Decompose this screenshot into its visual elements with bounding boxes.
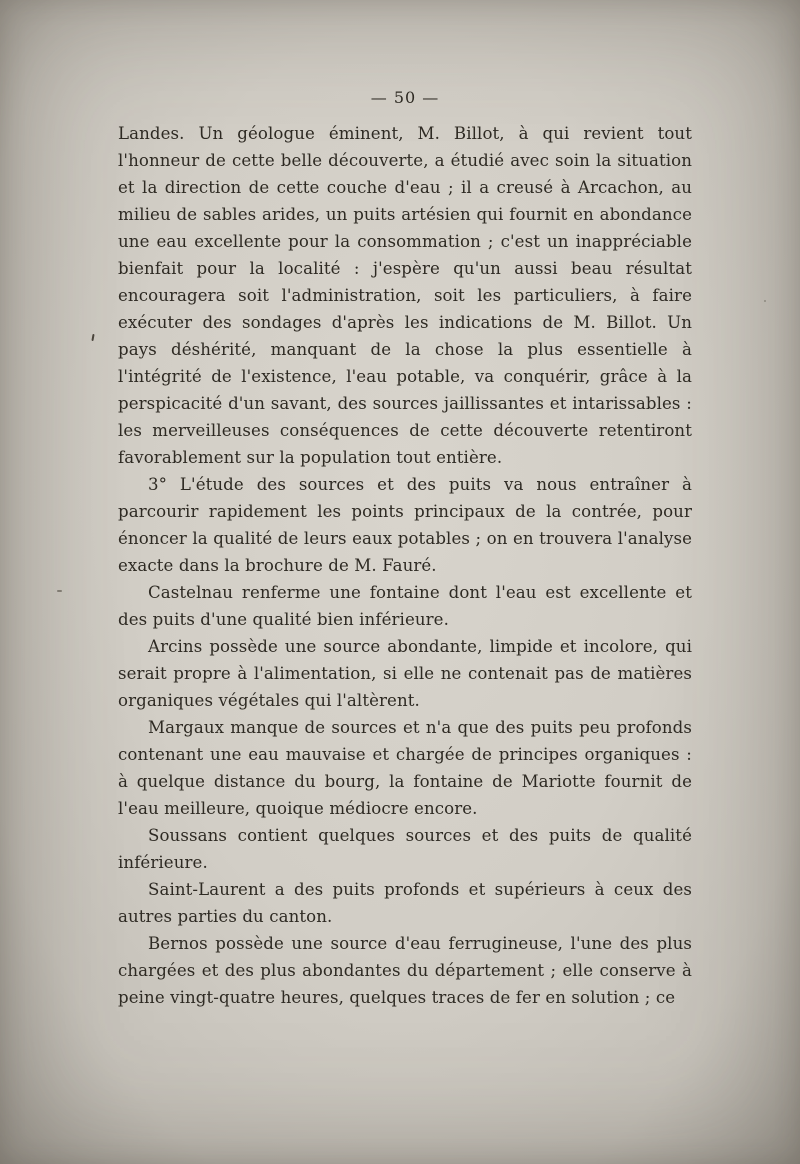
ink-speck	[57, 590, 62, 592]
paragraph-margaux: Margaux manque de sources et n'a que des puits peu profonds contenant une eau mauvaise et chargée de principes organiques : à quelque distance du bourg, la fontaine de Mariotte fournit de l'eau meilleure, quoique médiocre encore.	[118, 718, 692, 818]
page-number: — 50 —	[370, 88, 440, 107]
paragraph-saint-laurent: Saint-Laurent a des puits profonds et supérieurs à ceux des autres parties du canton.	[118, 880, 692, 926]
text-block	[118, 120, 692, 1011]
ink-speck	[91, 334, 94, 341]
paragraph-soussans: Soussans contient quelques sources et des puits de qualité inférieure.	[118, 826, 692, 872]
paragraph-landes: Landes. Un géologue éminent, M. Billot, à qui revient tout l'honneur de cette belle découverte, a étudié avec soin la situation et la direction de cette couche d'eau ; il a creusé à Arcachon, au milieu de sables arides, un puits artésien qui fournit en abondance une eau excellente pour la consommation ; c'est un inappréciable bienfait pour la localité : j'espère qu'un aussi beau résultat encouragera soit l'administration, soit les particuliers, à faire exécuter des sondages d'après les indications de M. Billot. Un pays déshérité, manquant de la chose la plus essentielle à l'intégrité de l'existence, l'eau potable, va conquérir, grâce à la perspicacité d'un savant, des sources jaillissantes et intarissables : les merveilleuses conséquences de cette découverte retentiront favorablement sur la population tout entière.	[118, 124, 692, 467]
paragraph-etude-sources: 3° L'étude des sources et des puits va nous entraîner à parcourir rapidement les points principaux de la contrée, pour énoncer la qualité de leurs eaux potables ; on en trouvera l'analyse exacte dans la brochure de M. Fauré.	[118, 475, 692, 575]
paragraph-castelnau: Castelnau renferme une fontaine dont l'eau est excellente et des puits d'une qualité bien inférieure.	[118, 583, 692, 629]
paragraph-arcins: Arcins possède une source abondante, limpide et incolore, qui serait propre à l'alimentation, si elle ne contenait pas de matières organiques végétales qui l'altèrent.	[118, 637, 692, 710]
ink-speck	[764, 300, 766, 302]
paragraph-bernos: Bernos possède une source d'eau ferrugineuse, l'une des plus chargées et des plus abondantes du département ; elle conserve à peine vingt-quatre heures, quelques traces de fer en solution ; ce	[118, 934, 692, 1007]
